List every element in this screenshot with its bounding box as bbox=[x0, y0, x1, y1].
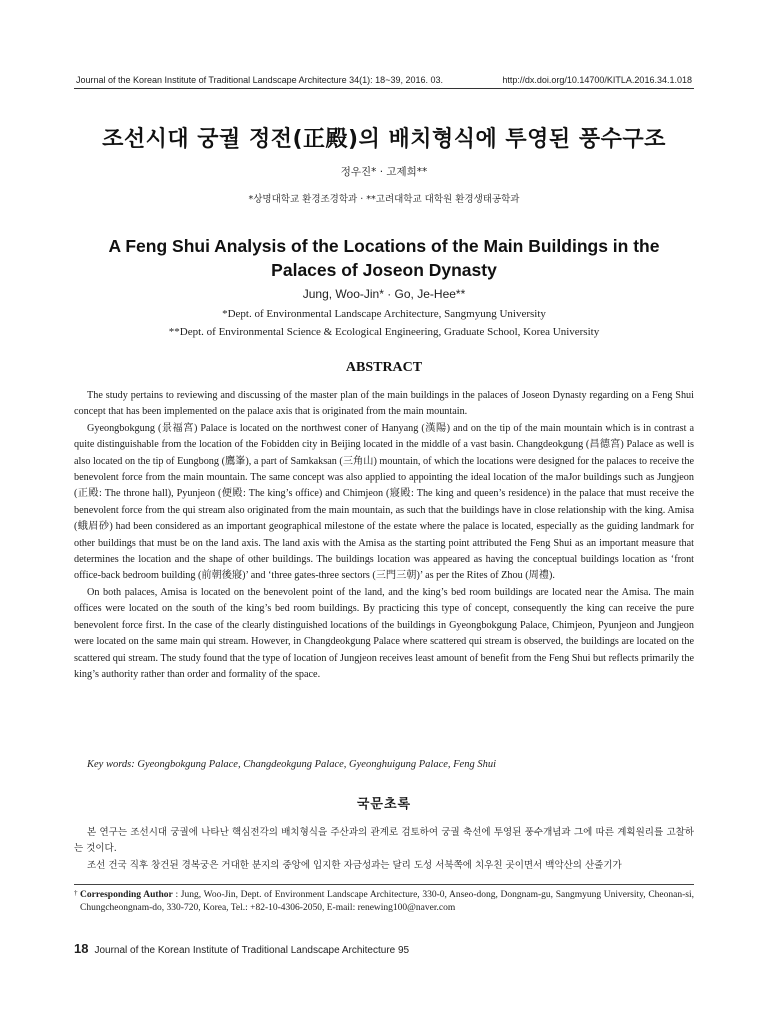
korean-abstract-heading: 국문초록 bbox=[356, 797, 412, 812]
footnote-text bbox=[74, 889, 694, 915]
dagger-marker: † bbox=[74, 889, 78, 897]
korean-abstract-paragraph-1: 본 연구는 조선시대 궁궐에 나타난 핵심전각의 배치형식을 주산과의 관계로 검토하여 궁궐 축선에 투영된 풍수개념과 그에 따른 계획원리를 고찰하는 것이다. bbox=[74, 827, 694, 855]
abstract-body bbox=[74, 388, 694, 683]
page-footer bbox=[74, 941, 694, 956]
footnote-details: : Jung, Woo-Jin, Dept. of Environment Landscape Architecture, 330-0, Anseo-dong, Dongnam-gu, Sangmyung University, Cheonan-si, Chungcheongnam-do, 330-720, Korea, Tel.: +82-10-4306-2050, E-mail: renewing100@naver.com bbox=[80, 890, 694, 913]
footnote-label: Corresponding Author bbox=[80, 890, 173, 900]
affiliation-2: **Dept. of Environmental Science & Ecological Engineering, Graduate School, Korea University bbox=[168, 326, 600, 338]
footnote-divider bbox=[74, 884, 694, 885]
abstract-paragraph-1: The study pertains to reviewing and discussing of the master plan of the main buildings in the palaces of Joseon Dynasty regarding on a Feng Shui concept that has been implemented on the palace axis that is originated from the main mountain. bbox=[74, 390, 694, 418]
header-divider bbox=[74, 88, 694, 89]
english-authors: Jung, Woo-Jin* · Go, Je-Hee** bbox=[302, 287, 466, 301]
korean-abstract-paragraph-2: 조선 건국 직후 창건된 경복궁은 거대한 분지의 중앙에 입지한 자금성과는 달리 도성 서북쪽에 치우친 곳이면서 백악산의 산줄기가 bbox=[87, 859, 622, 871]
footer-journal-name: Journal of the Korean Institute of Traditional Landscape Architecture 95 bbox=[94, 945, 410, 956]
journal-citation: Journal of the Korean Institute of Traditional Landscape Architecture 34(1): 18~39, 2016. 03. bbox=[76, 75, 443, 85]
keywords: Key words: Gyeongbokgung Palace, Changdeokgung Palace, Gyeonghuigung Palace, Feng Shui bbox=[87, 759, 497, 770]
korean-abstract-body bbox=[74, 825, 694, 874]
english-affiliations bbox=[74, 305, 694, 341]
english-title: A Feng Shui Analysis of the Locations of the Main Buildings in the Palaces of Joseon Dynasty bbox=[108, 236, 660, 280]
affiliation-1: *Dept. of Environmental Landscape Architecture, Sangmyung University bbox=[222, 308, 546, 320]
running-header bbox=[76, 75, 692, 85]
korean-title: 조선시대 궁궐 정전(正殿)의 배치형식에 투영된 풍수구조 bbox=[102, 127, 666, 152]
abstract-paragraph-3: On both palaces, Amisa is located on the benevolent point of the land, and the king’s bed room buildings are located near the Amisa. The main offices were located on the south of the king’s bed room buildings. By practicing this type of concept, consequently the king can receive the pure benevolent force first. In the case of the clearly distinguished locations of the buildings in Gyeongbokgung Palace, Chimjeon, Pyunjeon and Jungjeon were located on the same main qui stream. However, in Changdeokgung Palace where scattered qui stream is observed, the buildings are located on the scattered qui stream. The study found that the type of location of Jungjeon receives least amount of benefit from the Feng Shui but reflects primarily the king’s authority rather than order and formality of the space. bbox=[74, 586, 694, 680]
page-number: 18 bbox=[74, 941, 89, 956]
doi-link[interactable]: http://dx.doi.org/10.14700/KITLA.2016.34.1.018 bbox=[502, 75, 692, 85]
abstract-paragraph-2: Gyeongbokgung (景福宮) Palace is located on the northwest coner of Hanyang (漢陽) and on the tip of the main mountain which is in contrast a quite distinguishable from the location of the Fobidden city in Beijing located in the middle of a vast basin. Changdeokgung (昌德宮) Palace as well is also located on the tip of Eungbong (鷹峯), a part of Samkaksan (三角山) mountain, of which the locations were designed for the palaces to receive the benevolent force from the main mountain. The same concept was also applied to appointing the ideal location of the maJor buildings such as Jungjeon (正殿: The throne hall), Pyunjeon (便殿: The king’s office) and Chimjeon (寢殿: The king and queen’s residence) in the palace that must receive the benevolent force from the qui stream also originated from the main mountain, as such that the buildings have in close relationship with the king. Amisa (蛾眉砂) had been considered as an important geographical milestone of the estate where the palace is located, especially as the guiding landmark for other buildings that must be on the land axis. The land axis with the Amisa as the starting point attributed the Feng Shui as an important measure that determines the location and the shape of other buildings. The buildings location was appeared as having the conceptual buildings location as ‘front office-back bedroom building (前朝後寢)’ and ‘three gates-three sectors (三門三朝)’ as per the Rites of Zhou (周禮). bbox=[74, 422, 694, 582]
abstract-heading: ABSTRACT bbox=[345, 360, 423, 375]
korean-authors: 정우진* · 고제희** bbox=[340, 166, 428, 178]
corresponding-author-footnote bbox=[74, 889, 694, 915]
korean-affiliations: *상명대학교 환경조경학과 · **고려대학교 대학원 환경생태공학과 bbox=[248, 194, 520, 205]
